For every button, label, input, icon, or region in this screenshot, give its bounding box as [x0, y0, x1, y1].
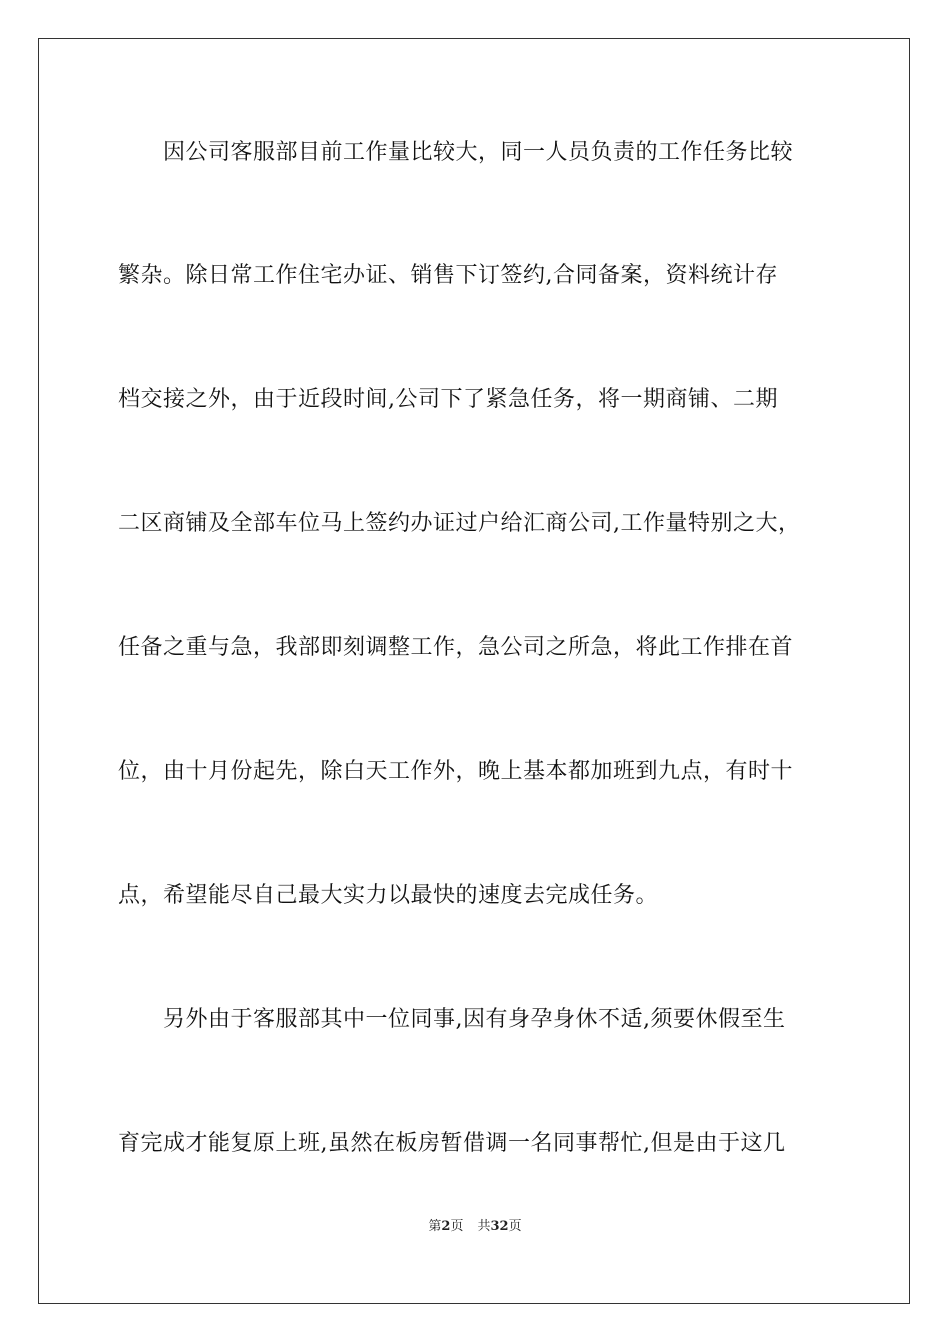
text-line-2: 繁杂。除日常工作住宅办证、销售下订签约,合同备案，资料统计存 — [118, 263, 778, 288]
page-border — [38, 38, 910, 1304]
text-line-6: 位，由十月份起先，除白天工作外，晚上基本都加班到九点，有时十 — [118, 759, 794, 784]
text-line-7: 点，希望能尽自己最大实力以最快的速度去完成任务。 — [118, 883, 659, 908]
text-line-9: 育完成才能复原上班,虽然在板房暂借调一名同事帮忙,但是由于这几 — [118, 1131, 786, 1156]
page-suffix: 页 — [450, 1219, 464, 1234]
text-line-4: 二区商铺及全部车位马上签约办证过户给汇商公司,工作量特别之大， — [118, 511, 801, 536]
page-number: 2 — [441, 1219, 451, 1234]
text-line-5: 任备之重与急，我部即刻调整工作，急公司之所急，将此工作排在首 — [118, 635, 794, 660]
total-prefix: 共 — [477, 1219, 491, 1234]
page-prefix: 第 — [428, 1219, 442, 1234]
total-suffix: 页 — [508, 1219, 522, 1234]
text-line-8: 另外由于客服部其中一位同事,因有身孕身休不适,须要休假至生 — [118, 1007, 786, 1032]
text-line-1: 因公司客服部目前工作量比较大，同一人员负责的工作任务比较 — [118, 140, 794, 165]
text-line-3: 档交接之外，由于近段时间,公司下了紧急任务，将一期商铺、二期 — [118, 387, 778, 412]
total-pages: 32 — [490, 1219, 509, 1234]
page-footer — [0, 1218, 950, 1236]
